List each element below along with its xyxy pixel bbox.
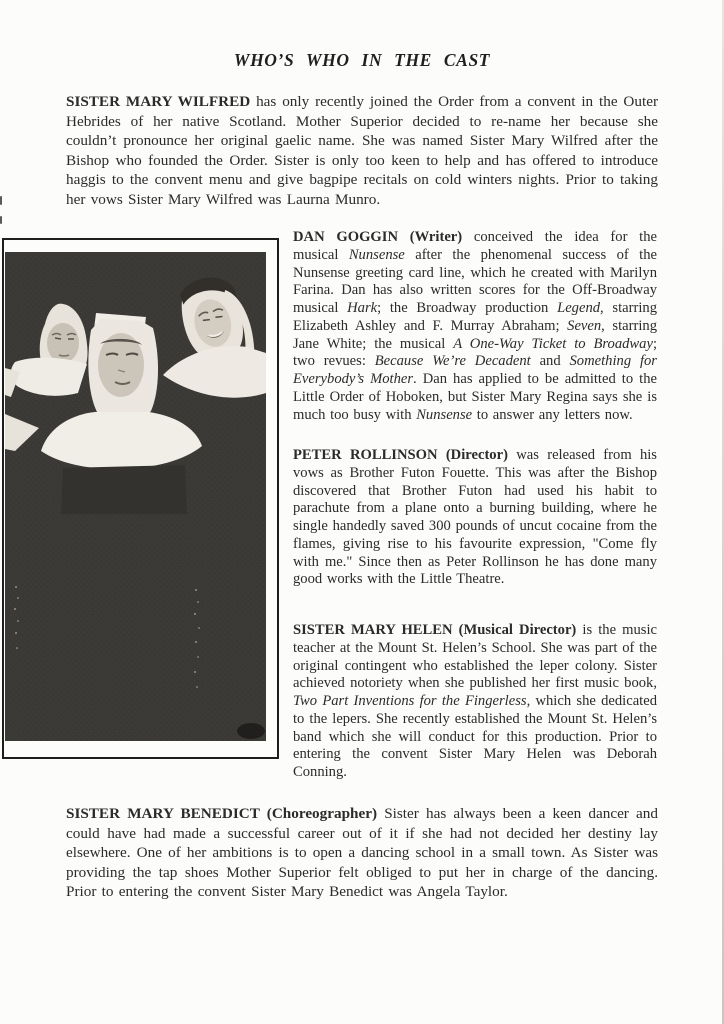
scan-artifact-tick [0,196,2,205]
scan-artifact-tick [0,216,2,224]
page-title: WHO’S WHO IN THE CAST [233,50,491,70]
three-nuns-photo [5,252,266,741]
bio-sister-mary-helen: SISTER MARY HELEN (Musical Director) is the music teacher at the Mount St. Helen’s School. She was part of the original contingent who established the leper colony. Sister achieved notoriety when she published her first music book, Two Part Inventions for the Fingerless, which she dedicated to the lepers. She recently established the Mount St. Helen’s band which she will conduct for this production. Prior to entering the convent Sister Mary Helen was Deborah Conning. [293,622,658,780]
bio-sister-mary-wilfred: SISTER MARY WILFRED has only recently joined the Order from a convent in the Outer Hebrides of her native Scotland. Mother Superior decided to re-name her because she couldn’t pronounce her original gaelic name. She was named Sister Mary Wilfred after the Bishop who founded the Order. Sister is only too keen to help and has offered to introduce haggis to the convent menu and give bagpipe recitals on cold winters nights. Prior to taking her vows Sister Mary Wilfred was Laurna Munro. [66,93,659,208]
photo-corner-blemish [237,723,265,739]
bio-peter-rollinson: PETER ROLLINSON (Director) was released from his vows as Brother Futon Fouette. This was after the Bishop discovered that Brother Futon had used his habit to parachute from a plane onto a burning building, where he single handedly saved 300 pounds of uncut cocaine from the flames, giving rise to his favourite expression, "Come fly with me." Since then as Peter Rollinson he has done many good works with the Little Theatre. [293,447,657,588]
bio-sister-mary-benedict: SISTER MARY BENEDICT (Choreographer) Sister has always been a keen dancer and could have had made a successful career out of it if she had not decided her destiny lay elsewhere. One of her ambitions is to open a dancing school in a small town. As Sister was providing the tap shoes Mother Superior felt obliged to put her in charge of the dancing. Prior to entering the convent Sister Mary Benedict was Angela Taylor. [66,805,658,901]
bio-dan-goggin: DAN GOGGIN (Writer) conceived the idea for the musical Nunsense after the phenomenal success of the Nunsense greeting card line, which he created with Marilyn Farina. Dan has also written scores for the Off-Broadway musical Hark; the Broadway production Legend, starring Elizabeth Ashley and F. Murray Abraham; Seven, starring Jane White; the musical A One-Way Ticket to Broadway; two revues: Because We’re Decadent and Something for Everybody’s Mother. Dan has applied to be admitted to the Little Order of Hoboken, but Sister Mary Regina says she is much too busy with Nunsense to answer any letters now. [293,229,658,423]
cast-photo-frame [2,238,279,759]
